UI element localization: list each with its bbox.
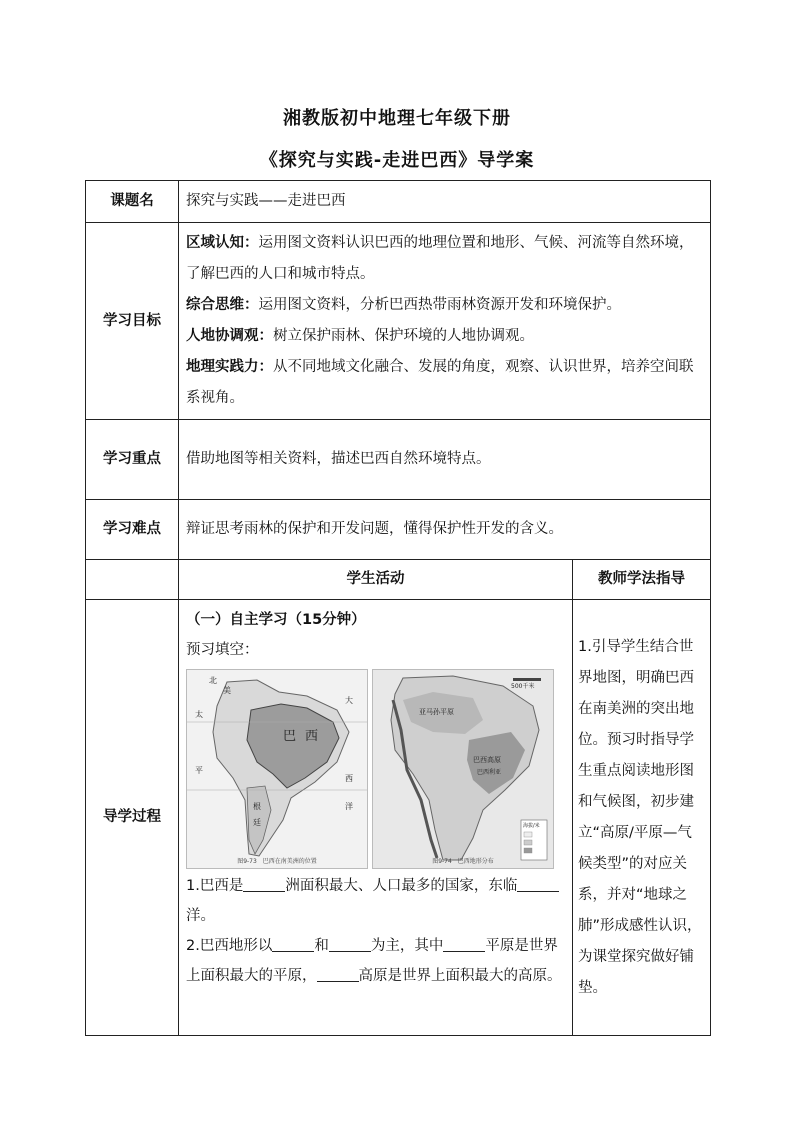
row-columns <box>86 560 711 600</box>
goal-item: 地理实践力：从不同地域文化融合、发展的角度，观察、认识世界，培养空间联系视角。 <box>186 359 694 406</box>
map-label: 大 <box>345 696 353 705</box>
process-label: 导学过程 <box>86 600 179 1036</box>
map-label: 巴 <box>283 729 297 744</box>
blank-field[interactable] <box>329 935 371 952</box>
prompt-text: 预习填空： <box>186 642 259 658</box>
map-label: 巴西利亚 <box>477 769 502 776</box>
map-caption: 图9-74 巴西地形分布 <box>432 858 494 865</box>
map-label: 北 <box>209 676 217 685</box>
row-process <box>86 600 711 1036</box>
map-label: 西 <box>305 729 319 744</box>
row-difficulty <box>86 500 711 560</box>
focus-value: 借助地图等相关资料，描述巴西自然环境特点。 <box>179 420 711 500</box>
teacher-guide-text: 1.引导学生结合世界地图，明确巴西在南美洲的突出地位。预习时指导学生重点阅读地形图和气候图，初步建立“高原/平原—气候类型”的对应关系，并对“地球之肺”形成感性认识，为课堂探究做好铺垫。 <box>573 600 711 1036</box>
map-label: 巴西高原 <box>473 756 501 764</box>
document-title: 湘教版初中地理七年级下册 <box>283 108 511 129</box>
goal-item: 人地协调观：树立保护雨林、保护环境的人地协调观。 <box>186 328 534 344</box>
section-heading: （一）自主学习（15分钟） <box>186 612 366 628</box>
student-activity-cell <box>179 600 573 1036</box>
south-america-location-map <box>187 670 367 868</box>
map-label: 亚马孙平原 <box>419 708 454 716</box>
map-label: 廷 <box>253 818 261 827</box>
map-label: 美 <box>223 686 231 695</box>
goals-content <box>179 223 711 420</box>
row-topic <box>86 181 711 223</box>
map-label: 洋 <box>345 802 353 811</box>
blank-field[interactable] <box>272 935 314 952</box>
question-1: 1.巴西是 洲面积最大、人口最多的国家，东临洋。 <box>186 871 565 931</box>
goal-item: 区域认知：运用图文资料认识巴西的地理位置和地形、气候、河流等自然环境，了解巴西的人口和城市特点。 <box>186 235 694 282</box>
map-brazil-terrain <box>372 669 554 869</box>
empty-cell <box>86 560 179 600</box>
blank-field[interactable] <box>443 935 485 952</box>
topic-label: 课题名 <box>86 181 179 223</box>
map-label: 西 <box>345 774 353 783</box>
blank-field[interactable] <box>243 875 285 892</box>
map-figures <box>186 669 565 869</box>
difficulty-value: 辩证思考雨林的保护和开发问题，懂得保护性开发的含义。 <box>179 500 711 560</box>
map-label: 根 <box>253 802 261 811</box>
map-scale: 500千米 <box>511 683 535 690</box>
map-label: 太 <box>195 710 203 719</box>
brazil-terrain-map <box>373 670 553 868</box>
question-2: 2.巴西地形以 和 为主，其中 平原是世界上面积最大的平原， 高原是世界上面积最大的高原。 <box>186 931 565 991</box>
goals-label: 学习目标 <box>86 223 179 420</box>
map-legend-title: 海拔/米 <box>523 823 540 829</box>
blank-field[interactable] <box>317 965 359 982</box>
row-focus <box>86 420 711 500</box>
difficulty-label: 学习难点 <box>86 500 179 560</box>
focus-label: 学习重点 <box>86 420 179 500</box>
map-brazil-location <box>186 669 368 869</box>
row-goals <box>86 223 711 420</box>
study-guide-table <box>85 180 711 1036</box>
map-caption: 图9-73 巴西在南美洲的位置 <box>237 858 317 865</box>
map-label: 平 <box>195 766 203 775</box>
topic-value: 探究与实践——走进巴西 <box>179 181 711 223</box>
teacher-guide-header: 教师学法指导 <box>573 560 711 600</box>
blank-field[interactable] <box>517 875 559 892</box>
document-subtitle: 《探究与实践-走进巴西》导学案 <box>259 150 535 171</box>
goal-item: 综合思维：运用图文资料，分析巴西热带雨林资源开发和环境保护。 <box>186 297 621 313</box>
student-activity-header: 学生活动 <box>179 560 573 600</box>
